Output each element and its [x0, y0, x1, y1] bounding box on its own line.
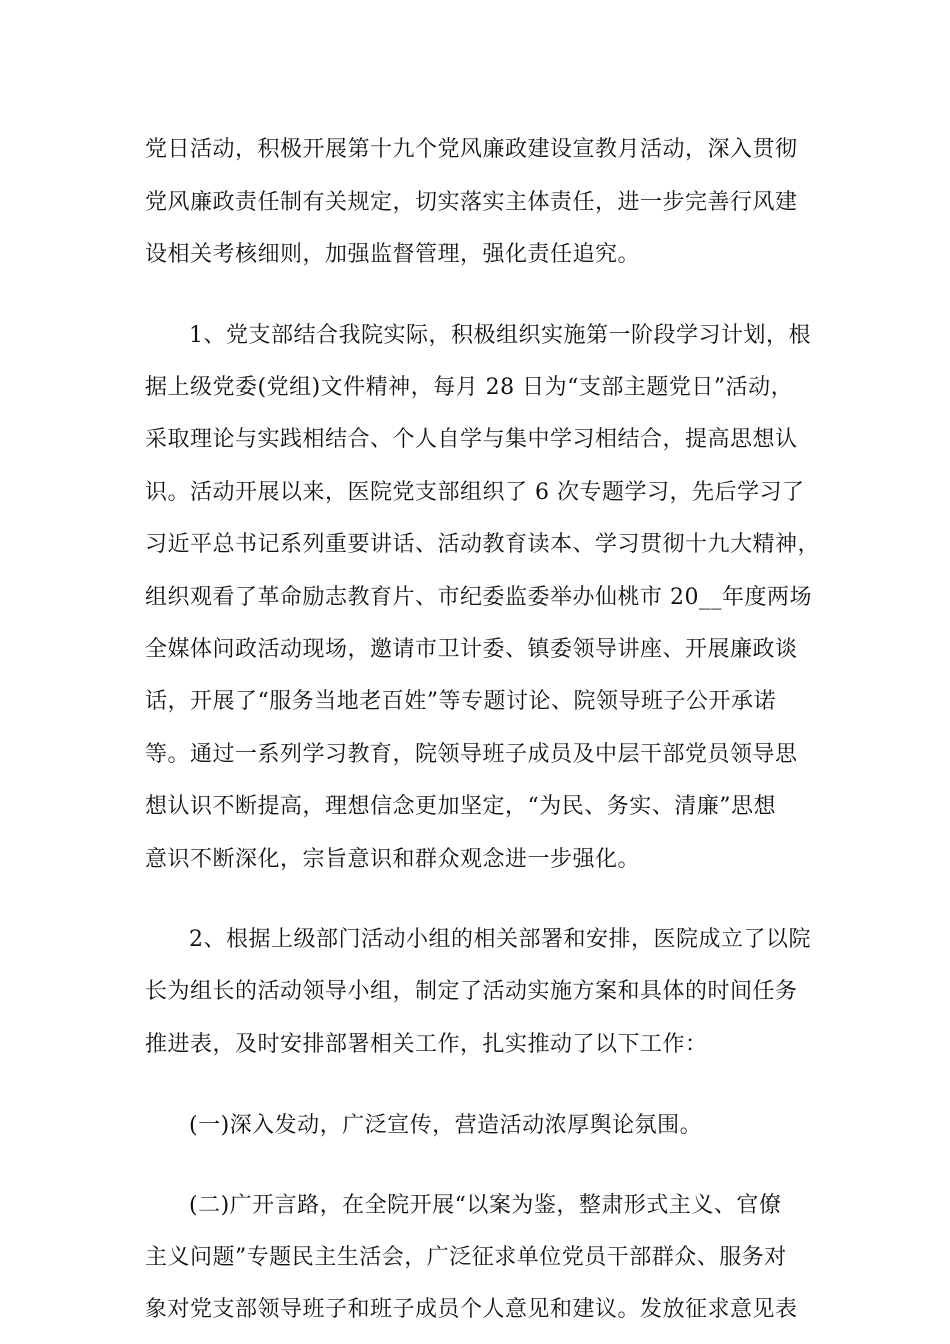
text-line: 习近平总书记系列重要讲话、活动教育读本、学习贯彻十九大精神， — [145, 532, 821, 557]
text-line: (二)广开言路，在全院开展“以案为鉴，整肃形式主义、官僚 — [189, 1193, 782, 1218]
text-line: 话，开展了“服务当地老百姓”等专题讨论、院领导班子公开承诺 — [145, 689, 776, 714]
text-line: 采取理论与实践相结合、个人自学与集中学习相结合，提高思想认 — [145, 427, 798, 452]
text-line: 设相关考核细则，加强监督管理，强化责任追究。 — [145, 242, 641, 267]
text-line: 主义问题”专题民主生活会，广泛征求单位党员干部群众、服务对 — [145, 1245, 787, 1270]
text-line: 据上级党委(党组)文件精神，每月 28 日为“支部主题党日”活动， — [145, 375, 794, 400]
text-line: 象对党支部领导班子和班子成员个人意见和建议。发放征求意见表 — [145, 1297, 798, 1322]
text-line: 意识不断深化，宗旨意识和群众观念进一步强化。 — [145, 847, 641, 872]
text-line: 等。通过一系列学习教育，院领导班子成员及中层干部党员领导思 — [145, 742, 798, 767]
text-line: 识。活动开展以来，医院党支部组织了 6 次专题学习，先后学习了 — [145, 480, 805, 505]
text-line: 2、根据上级部门活动小组的相关部署和安排，医院成立了以院 — [189, 927, 811, 952]
text-line: 长为组长的活动领导小组，制定了活动实施方案和具体的时间任务 — [145, 979, 798, 1004]
text-line: 推进表，及时安排部署相关工作，扎实推动了以下工作： — [145, 1032, 708, 1057]
text-line: 想认识不断提高，理想信念更加坚定，“为民、务实、清廉”思想 — [145, 794, 776, 819]
text-line: 党风廉政责任制有关规定，切实落实主体责任，进一步完善行风建 — [145, 190, 798, 215]
text-line: 1、党支部结合我院实际，积极组织实施第一阶段学习计划，根 — [189, 323, 811, 348]
text-line: 党日活动，积极开展第十九个党风廉政建设宣教月活动，深入贯彻 — [145, 137, 798, 162]
text-line: (一)深入发动，广泛宣传，营造活动浓厚舆论氛围。 — [189, 1113, 703, 1138]
text-line: 组织观看了革命励志教育片、市纪委监委举办仙桃市 20__年度两场 — [145, 585, 812, 610]
text-line: 全媒体问政活动现场，邀请市卫计委、镇委领导讲座、开展廉政谈 — [145, 637, 798, 662]
